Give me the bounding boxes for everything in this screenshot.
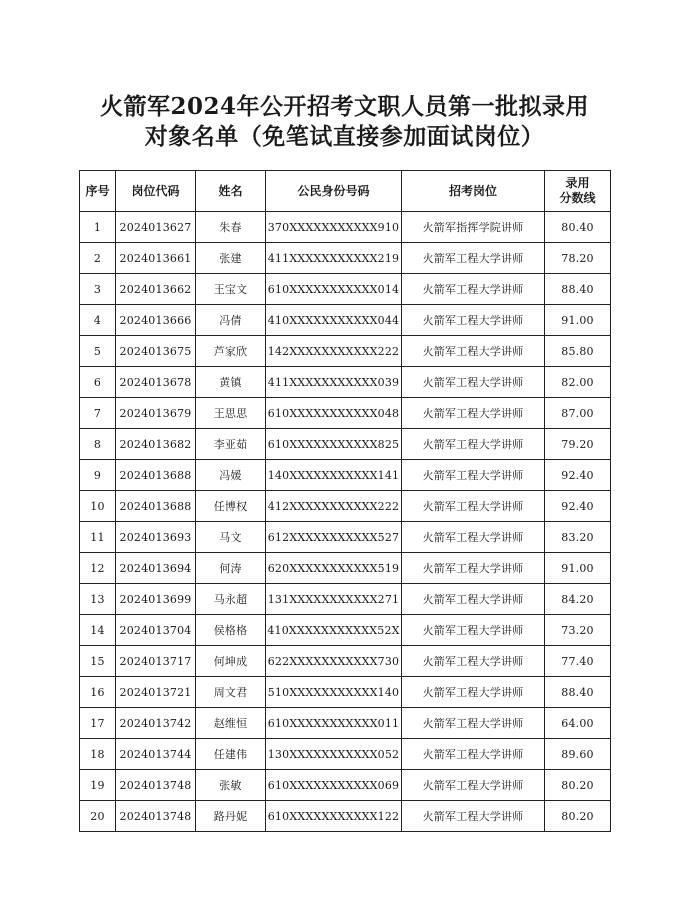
id-number-cell: 610XXXXXXXXXXX825 xyxy=(266,429,402,460)
score-cell: 88.40 xyxy=(545,677,611,708)
id-number-cell: 610XXXXXXXXXXX122 xyxy=(266,801,402,832)
post-code-cell: 2024013662 xyxy=(116,274,196,305)
id-number-cell: 410XXXXXXXXXXX52X xyxy=(266,615,402,646)
score-cell: 78.20 xyxy=(545,243,611,274)
table-row xyxy=(80,398,611,429)
name-cell: 马永超 xyxy=(196,584,266,615)
post-cell: 火箭军工程大学讲师 xyxy=(402,739,545,770)
seq-cell: 17 xyxy=(80,708,116,739)
post-code-cell: 2024013688 xyxy=(116,460,196,491)
post-cell: 火箭军工程大学讲师 xyxy=(402,522,545,553)
post-code-cell: 2024013742 xyxy=(116,708,196,739)
header-score xyxy=(545,171,611,212)
table-header-row xyxy=(80,171,611,212)
table-row xyxy=(80,243,611,274)
post-cell: 火箭军工程大学讲师 xyxy=(402,646,545,677)
name-cell: 侯格格 xyxy=(196,615,266,646)
post-cell: 火箭军工程大学讲师 xyxy=(402,274,545,305)
table-row xyxy=(80,615,611,646)
name-cell: 张建 xyxy=(196,243,266,274)
post-code-cell: 2024013679 xyxy=(116,398,196,429)
seq-cell: 10 xyxy=(80,491,116,522)
seq-cell: 3 xyxy=(80,274,116,305)
table-body xyxy=(80,212,611,832)
name-cell: 赵维恒 xyxy=(196,708,266,739)
post-code-cell: 2024013678 xyxy=(116,367,196,398)
seq-cell: 2 xyxy=(80,243,116,274)
header-seq: 序号 xyxy=(80,171,116,212)
score-cell: 92.40 xyxy=(545,491,611,522)
score-cell: 87.00 xyxy=(545,398,611,429)
post-code-cell: 2024013699 xyxy=(116,584,196,615)
candidate-table xyxy=(79,170,611,832)
post-code-cell: 2024013688 xyxy=(116,491,196,522)
name-cell: 朱春 xyxy=(196,212,266,243)
id-number-cell: 411XXXXXXXXXXX219 xyxy=(266,243,402,274)
seq-cell: 8 xyxy=(80,429,116,460)
score-cell: 91.00 xyxy=(545,305,611,336)
id-number-cell: 140XXXXXXXXXXX141 xyxy=(266,460,402,491)
seq-cell: 7 xyxy=(80,398,116,429)
seq-cell: 9 xyxy=(80,460,116,491)
score-cell: 79.20 xyxy=(545,429,611,460)
post-cell: 火箭军工程大学讲师 xyxy=(402,429,545,460)
post-code-cell: 2024013666 xyxy=(116,305,196,336)
name-cell: 何涛 xyxy=(196,553,266,584)
post-code-cell: 2024013627 xyxy=(116,212,196,243)
post-code-cell: 2024013704 xyxy=(116,615,196,646)
id-number-cell: 620XXXXXXXXXXX519 xyxy=(266,553,402,584)
table-row xyxy=(80,336,611,367)
post-code-cell: 2024013694 xyxy=(116,553,196,584)
id-number-cell: 412XXXXXXXXXXX222 xyxy=(266,491,402,522)
post-cell: 火箭军工程大学讲师 xyxy=(402,677,545,708)
table-row xyxy=(80,274,611,305)
name-cell: 周文君 xyxy=(196,677,266,708)
id-number-cell: 410XXXXXXXXXXX044 xyxy=(266,305,402,336)
post-cell: 火箭军工程大学讲师 xyxy=(402,708,545,739)
seq-cell: 19 xyxy=(80,770,116,801)
seq-cell: 20 xyxy=(80,801,116,832)
document-title-line-1: 火箭军2024年公开招考文职人员第一批拟录用 xyxy=(99,93,589,120)
table-row xyxy=(80,367,611,398)
table-row xyxy=(80,460,611,491)
score-cell: 80.40 xyxy=(545,212,611,243)
id-number-cell: 610XXXXXXXXXXX014 xyxy=(266,274,402,305)
post-cell: 火箭军工程大学讲师 xyxy=(402,615,545,646)
seq-cell: 15 xyxy=(80,646,116,677)
name-cell: 路丹妮 xyxy=(196,801,266,832)
table-row xyxy=(80,491,611,522)
name-cell: 张敏 xyxy=(196,770,266,801)
id-number-cell: 411XXXXXXXXXXX039 xyxy=(266,367,402,398)
post-cell: 火箭军工程大学讲师 xyxy=(402,305,545,336)
post-cell: 火箭军工程大学讲师 xyxy=(402,460,545,491)
score-cell: 84.20 xyxy=(545,584,611,615)
id-number-cell: 610XXXXXXXXXXX011 xyxy=(266,708,402,739)
score-cell: 83.20 xyxy=(545,522,611,553)
name-cell: 黄镇 xyxy=(196,367,266,398)
table-row xyxy=(80,646,611,677)
score-cell: 89.60 xyxy=(545,739,611,770)
id-number-cell: 612XXXXXXXXXXX527 xyxy=(266,522,402,553)
score-cell: 85.80 xyxy=(545,336,611,367)
post-cell: 火箭军工程大学讲师 xyxy=(402,801,545,832)
score-cell: 80.20 xyxy=(545,801,611,832)
seq-cell: 4 xyxy=(80,305,116,336)
post-cell: 火箭军指挥学院讲师 xyxy=(402,212,545,243)
table-row xyxy=(80,584,611,615)
score-cell: 64.00 xyxy=(545,708,611,739)
header-post-code: 岗位代码 xyxy=(116,171,196,212)
table-row xyxy=(80,212,611,243)
score-cell: 88.40 xyxy=(545,274,611,305)
post-code-cell: 2024013748 xyxy=(116,770,196,801)
score-cell: 77.40 xyxy=(545,646,611,677)
score-cell: 92.40 xyxy=(545,460,611,491)
header-post: 招考岗位 xyxy=(402,171,545,212)
post-cell: 火箭军工程大学讲师 xyxy=(402,336,545,367)
post-code-cell: 2024013721 xyxy=(116,677,196,708)
id-number-cell: 142XXXXXXXXXXX222 xyxy=(266,336,402,367)
table-row xyxy=(80,429,611,460)
post-cell: 火箭军工程大学讲师 xyxy=(402,243,545,274)
post-code-cell: 2024013661 xyxy=(116,243,196,274)
post-code-cell: 2024013717 xyxy=(116,646,196,677)
id-number-cell: 510XXXXXXXXXXX140 xyxy=(266,677,402,708)
table-row xyxy=(80,677,611,708)
table-row xyxy=(80,739,611,770)
table-row xyxy=(80,801,611,832)
name-cell: 冯倩 xyxy=(196,305,266,336)
name-cell: 马文 xyxy=(196,522,266,553)
seq-cell: 6 xyxy=(80,367,116,398)
score-cell: 73.20 xyxy=(545,615,611,646)
name-cell: 芦家欣 xyxy=(196,336,266,367)
header-score-line-1: 录用 xyxy=(565,176,590,190)
id-number-cell: 610XXXXXXXXXXX048 xyxy=(266,398,402,429)
table-row xyxy=(80,305,611,336)
table-row xyxy=(80,553,611,584)
name-cell: 任博权 xyxy=(196,491,266,522)
post-code-cell: 2024013748 xyxy=(116,801,196,832)
seq-cell: 11 xyxy=(80,522,116,553)
score-cell: 82.00 xyxy=(545,367,611,398)
post-code-cell: 2024013744 xyxy=(116,739,196,770)
seq-cell: 16 xyxy=(80,677,116,708)
name-cell: 冯媛 xyxy=(196,460,266,491)
name-cell: 王思思 xyxy=(196,398,266,429)
post-cell: 火箭军工程大学讲师 xyxy=(402,367,545,398)
id-number-cell: 622XXXXXXXXXXX730 xyxy=(266,646,402,677)
seq-cell: 12 xyxy=(80,553,116,584)
name-cell: 李亚茹 xyxy=(196,429,266,460)
name-cell: 王宝文 xyxy=(196,274,266,305)
document-title-line-2: 对象名单（免笔试直接参加面试岗位） xyxy=(144,123,545,150)
seq-cell: 13 xyxy=(80,584,116,615)
id-number-cell: 131XXXXXXXXXXX271 xyxy=(266,584,402,615)
name-cell: 任建伟 xyxy=(196,739,266,770)
post-cell: 火箭军工程大学讲师 xyxy=(402,491,545,522)
score-cell: 80.20 xyxy=(545,770,611,801)
header-name: 姓名 xyxy=(196,171,266,212)
id-number-cell: 370XXXXXXXXXXX910 xyxy=(266,212,402,243)
id-number-cell: 610XXXXXXXXXXX069 xyxy=(266,770,402,801)
post-cell: 火箭军工程大学讲师 xyxy=(402,553,545,584)
post-code-cell: 2024013682 xyxy=(116,429,196,460)
seq-cell: 1 xyxy=(80,212,116,243)
post-cell: 火箭军工程大学讲师 xyxy=(402,584,545,615)
header-id-number: 公民身份号码 xyxy=(266,171,402,212)
post-code-cell: 2024013675 xyxy=(116,336,196,367)
post-cell: 火箭军工程大学讲师 xyxy=(402,770,545,801)
table-row xyxy=(80,708,611,739)
id-number-cell: 130XXXXXXXXXXX052 xyxy=(266,739,402,770)
post-code-cell: 2024013693 xyxy=(116,522,196,553)
seq-cell: 5 xyxy=(80,336,116,367)
post-cell: 火箭军工程大学讲师 xyxy=(402,398,545,429)
header-score-line-2: 分数线 xyxy=(559,191,596,205)
score-cell: 91.00 xyxy=(545,553,611,584)
table-row xyxy=(80,770,611,801)
seq-cell: 14 xyxy=(80,615,116,646)
seq-cell: 18 xyxy=(80,739,116,770)
table-row xyxy=(80,522,611,553)
name-cell: 何坤成 xyxy=(196,646,266,677)
